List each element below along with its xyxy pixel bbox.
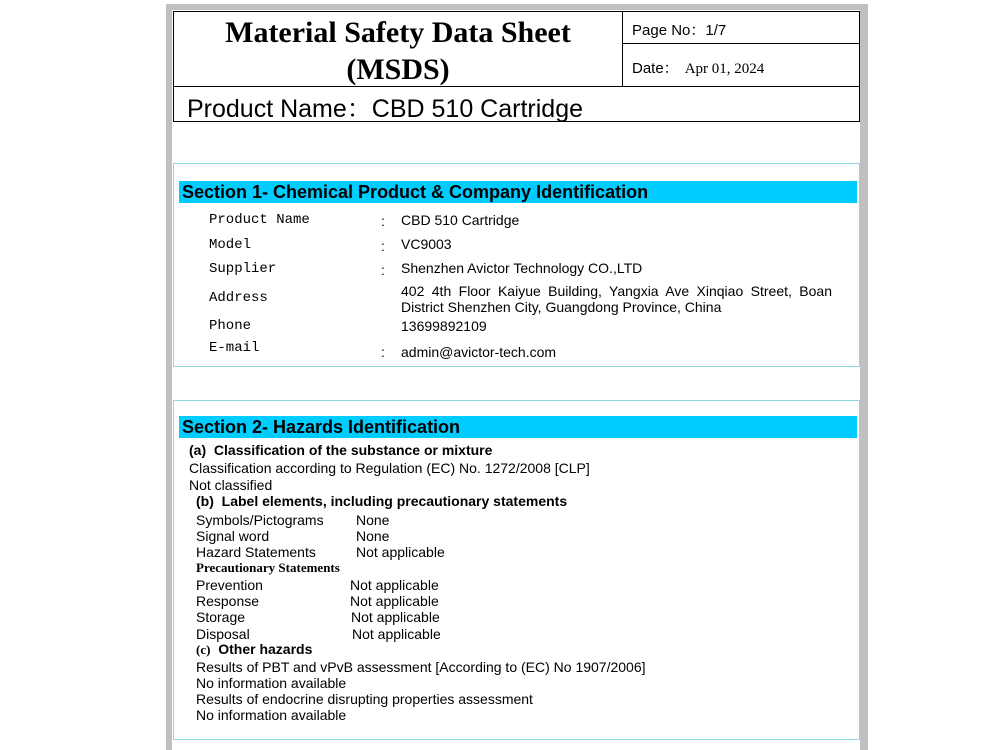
disposal-value: Not applicable	[352, 626, 441, 642]
supplier-value: Shenzhen Avictor Technology CO.,LTD	[401, 260, 643, 276]
prevention-value: Not applicable	[350, 577, 439, 593]
endocrine-assessment-result: No information available	[196, 707, 347, 723]
prevention-label: Prevention	[196, 577, 263, 593]
hazard-statements-label: Hazard Statements	[196, 544, 316, 560]
model-value: VC9003	[401, 236, 452, 252]
email-colon: :	[381, 344, 385, 360]
supplier-label: Supplier	[209, 261, 277, 277]
classification-result: Not classified	[189, 477, 273, 493]
product-name-field-value: CBD 510 Cartridge	[401, 212, 520, 228]
address-value: 402 4th Floor Kaiyue Building, Yangxia Ave Xinqiao Street, Boan District Shenzhen City, Guangdong Province, China	[401, 283, 832, 315]
symbols-value: None	[356, 512, 390, 528]
symbols-label: Symbols/Pictograms	[196, 512, 324, 528]
disposal-label: Disposal	[196, 626, 250, 642]
subsection-b-marker: (b)	[196, 493, 214, 509]
product-name-label: Product Name：	[187, 95, 372, 123]
product-name-colon: :	[381, 213, 385, 229]
pbt-assessment-result: No information available	[196, 675, 347, 691]
subsection-a-marker: (a)	[189, 442, 207, 458]
page-number-cell	[622, 11, 860, 44]
model-label: Model	[209, 237, 252, 253]
email-label: E-mail	[209, 340, 260, 356]
subsection-c-marker: (c)	[196, 642, 211, 657]
title-line-2: (MSDS)	[346, 53, 450, 86]
storage-value: Not applicable	[351, 609, 440, 625]
endocrine-assessment-heading: Results of endocrine disrupting properties assessment	[196, 691, 533, 707]
address-label: Address	[209, 290, 268, 306]
subsection-b-title: Label elements, including precautionary statements	[221, 493, 568, 509]
page-label: Page No：	[632, 22, 706, 39]
document-title	[173, 11, 623, 87]
date-cell	[622, 43, 860, 87]
title-line-1: Material Safety Data Sheet	[225, 16, 571, 49]
model-colon: :	[381, 238, 385, 254]
subsection-a-title: Classification of the substance or mixture	[213, 442, 493, 458]
phone-value: 13699892109	[401, 318, 487, 334]
response-value: Not applicable	[350, 593, 439, 609]
signal-word-value: None	[356, 528, 390, 544]
subsection-b-heading	[196, 493, 567, 509]
date-label: Date：	[632, 60, 679, 77]
signal-word-label: Signal word	[196, 528, 270, 544]
supplier-colon: :	[381, 262, 385, 278]
page-value: 1/7	[705, 22, 727, 39]
subsection-c-heading	[196, 641, 312, 658]
response-label: Response	[196, 593, 260, 609]
subsection-c-title: Other hazards	[218, 641, 313, 657]
classification-regulation: Classification according to Regulation (EC) No. 1272/2008 [CLP]	[189, 460, 590, 476]
storage-label: Storage	[196, 609, 246, 625]
hazard-statements-value: Not applicable	[356, 544, 445, 560]
date-value: Apr 01, 2024	[684, 61, 765, 77]
section-1-heading: Section 1- Chemical Product & Company Identification	[179, 181, 857, 203]
subsection-a-heading	[189, 442, 492, 458]
email-value: admin@avictor-tech.com	[401, 344, 557, 360]
product-name-value: CBD 510 Cartridge	[371, 95, 584, 123]
product-name-row	[173, 86, 860, 122]
pbt-assessment-heading: Results of PBT and vPvB assessment [According to (EC) No 1907/2006]	[196, 659, 646, 675]
phone-label: Phone	[209, 318, 252, 334]
precautionary-heading: Precautionary Statements	[196, 560, 340, 575]
product-name-field-label: Product Name	[209, 212, 310, 228]
section-2-heading: Section 2- Hazards Identification	[179, 416, 857, 438]
